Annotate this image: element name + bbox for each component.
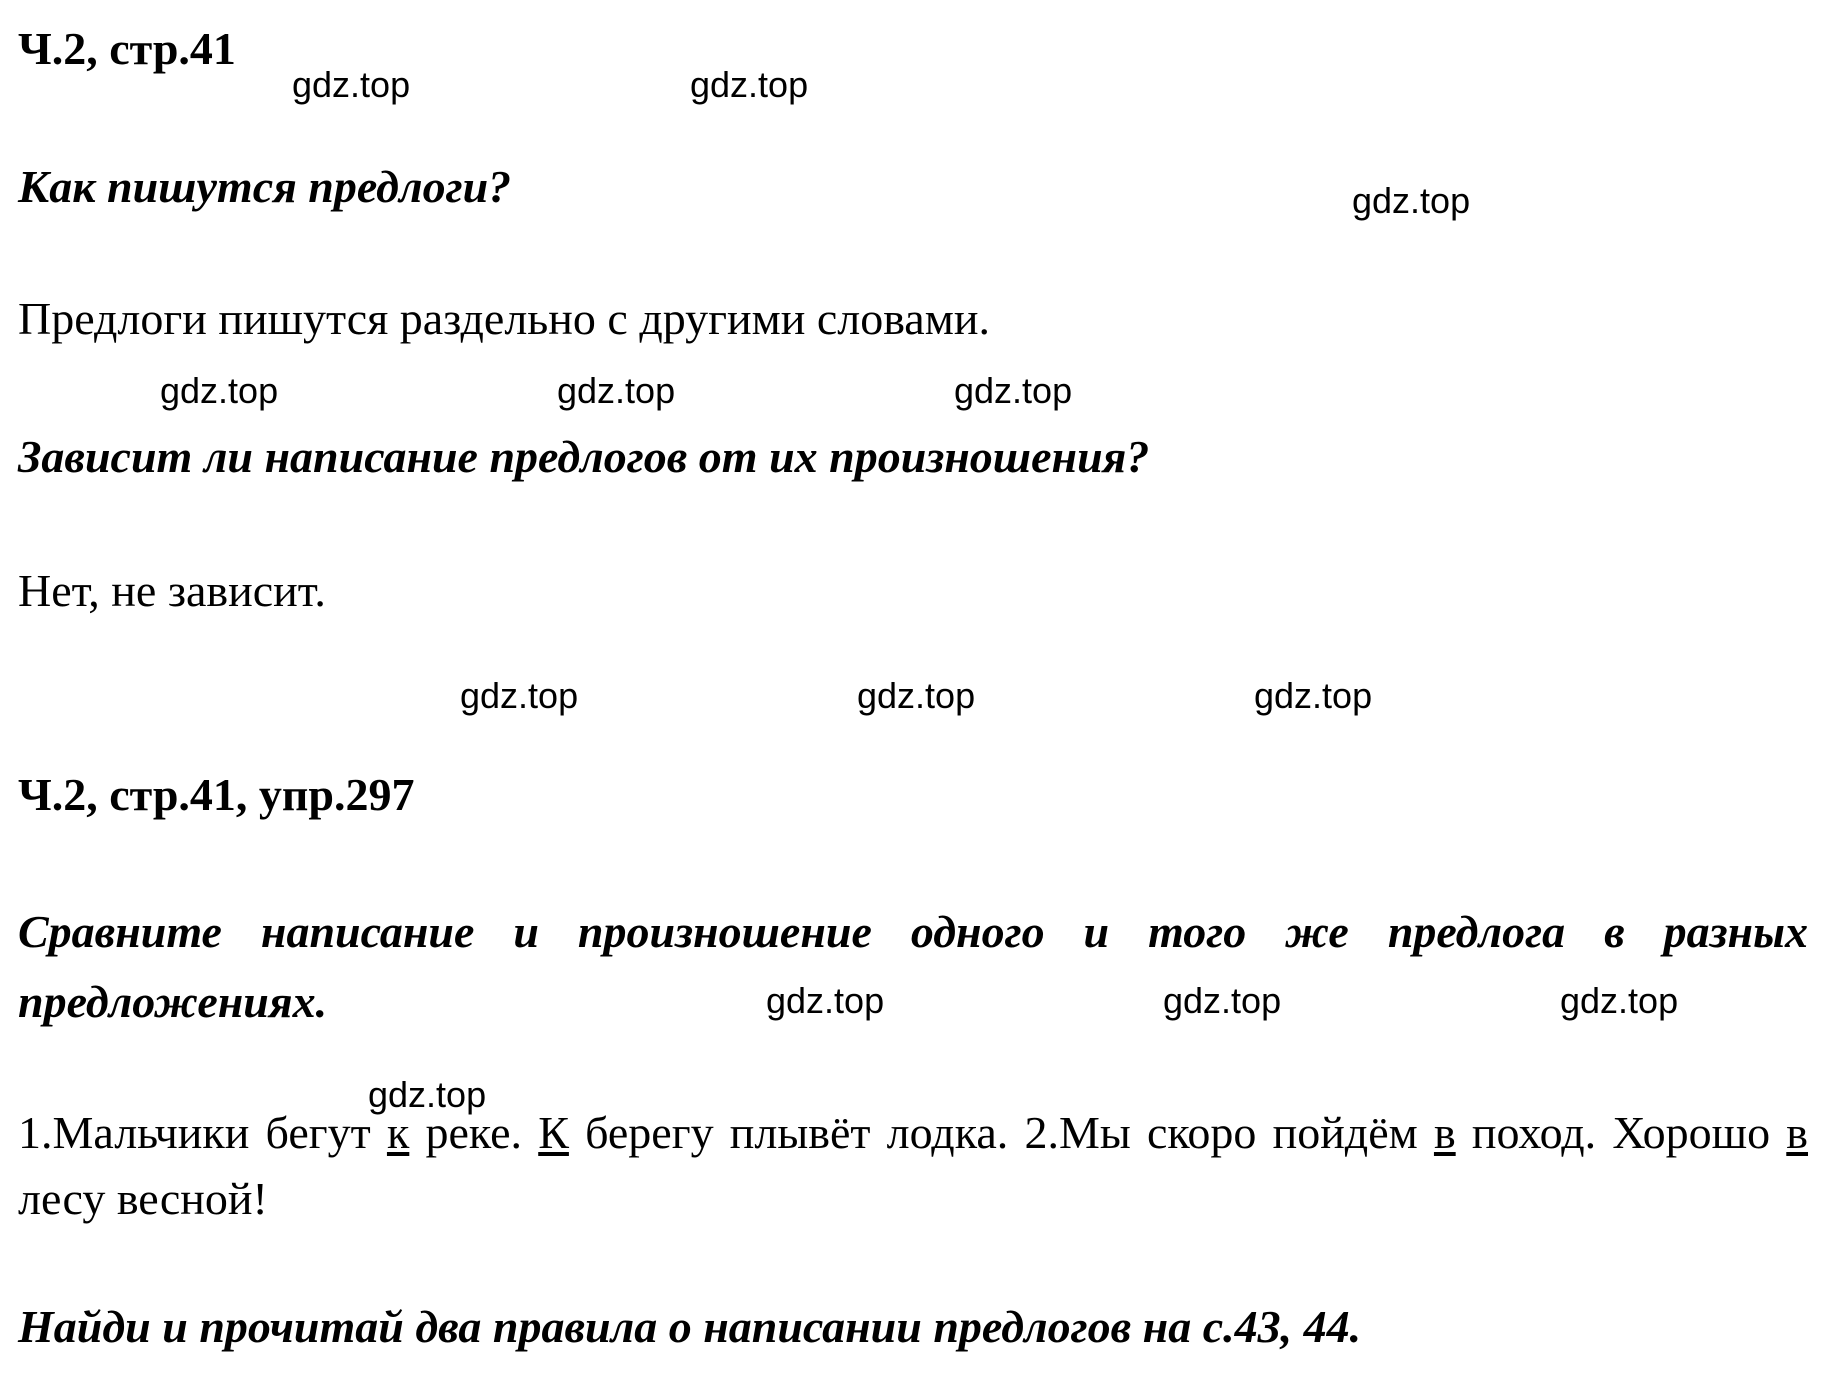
exercise-answer-sentences	[18, 1100, 1808, 1232]
sentence-text: берегу плывёт лодка. 2.Мы скоро пойдём	[568, 1107, 1434, 1158]
underlined-preposition: к	[386, 1107, 410, 1158]
exercise-task-compare: Сравните написание и произношение одного и того же предлога в разных предложениях.	[18, 906, 1808, 1027]
watermark: gdz.top	[368, 1074, 487, 1115]
watermark: gdz.top	[766, 980, 885, 1021]
sentence-text: лесу весной!	[18, 1173, 268, 1224]
watermark: gdz.top	[1560, 980, 1679, 1021]
underlined-preposition: в	[1433, 1107, 1456, 1158]
watermark: gdz.top	[857, 675, 976, 716]
watermark: gdz.top	[690, 64, 809, 105]
question-spelling-depends-pronunciation: Зависит ли написание предлогов от их произношения?	[18, 431, 1150, 482]
sentence-text: реке.	[409, 1107, 539, 1158]
section-header-exercise: Ч.2, стр.41, упр.297	[18, 769, 415, 820]
watermark: gdz.top	[954, 370, 1073, 411]
watermark: gdz.top	[1254, 675, 1373, 716]
underlined-preposition: К	[538, 1107, 569, 1158]
watermark: gdz.top	[1163, 980, 1282, 1021]
section-header-page: Ч.2, стр.41	[18, 23, 236, 74]
watermark: gdz.top	[460, 675, 579, 716]
watermark: gdz.top	[1352, 180, 1471, 221]
watermark: gdz.top	[160, 370, 279, 411]
question-find-two-rules: Найди и прочитай два правила о написании предлогов на с.43, 44.	[18, 1301, 1362, 1352]
watermark: gdz.top	[292, 64, 411, 105]
underlined-preposition: в	[1786, 1107, 1809, 1158]
watermark: gdz.top	[557, 370, 676, 411]
answer-prepositions-separate: Предлоги пишутся раздельно с другими словами.	[18, 293, 990, 344]
sentence-text: 1.Мальчики бегут	[18, 1107, 387, 1158]
sentence-text: поход. Хорошо	[1455, 1107, 1787, 1158]
question-how-prepositions-written: Как пишутся предлоги?	[18, 161, 512, 212]
answer-does-not-depend: Нет, не зависит.	[18, 565, 326, 616]
